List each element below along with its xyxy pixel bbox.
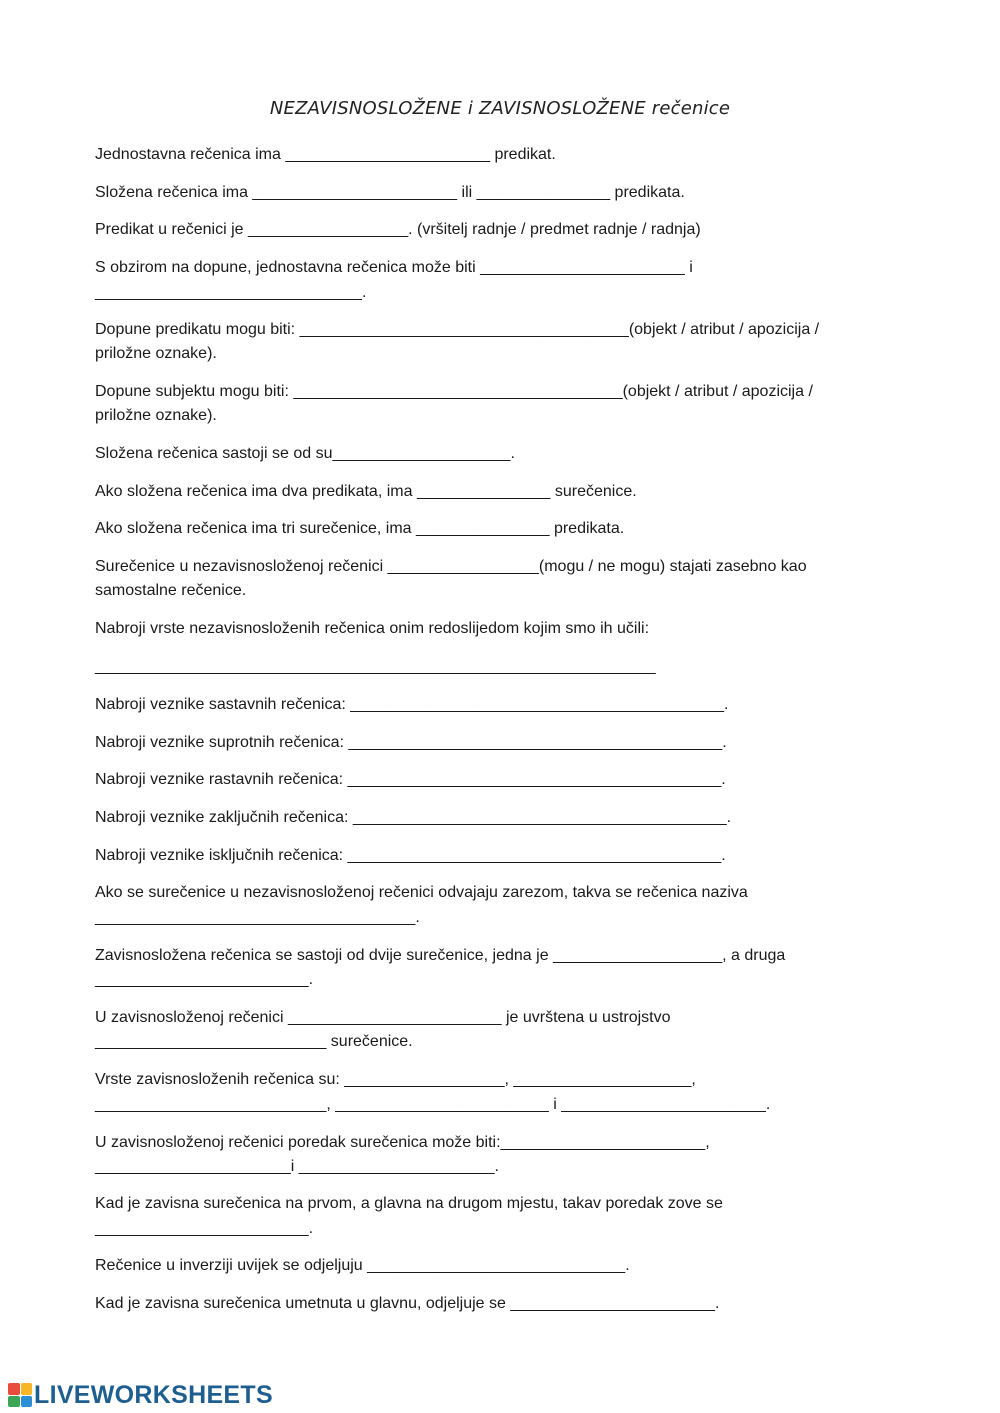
worksheet-line: Rečenice u inverziji uvijek se odjeljuju _____________________________. [95,1257,630,1274]
worksheet-line: Nabroji veznike suprotnih rečenica: __________________________________________. [95,734,727,751]
logo-square-green [8,1396,20,1408]
liveworksheets-footer[interactable] [8,1380,273,1410]
worksheet-line: Kad je zavisna surečenica umetnuta u glavnu, odjeljuje se _______________________. [95,1295,720,1312]
logo-square-yellow [21,1383,33,1395]
worksheet-line: Složena rečenica ima _______________________ ili _______________ predikata. [95,184,685,201]
worksheet-line: Surečenice u nezavisnosloženoj rečenici _________________(mogu / ne mogu) stajati zasebno kao [95,558,807,575]
logo-square-blue [21,1396,33,1408]
worksheet-line: U zavisnosloženoj rečenici ________________________ je uvrštena u ustrojstvo [95,1009,671,1026]
worksheet-line: Zavisnosložena rečenica se sastoji od dvije surečenice, jedna je ___________________, a druga [95,947,786,964]
worksheet-line: Jednostavna rečenica ima _______________________ predikat. [95,146,556,163]
worksheet-line: _______________________________________________________________ [95,658,656,675]
worksheet-line: Ako složena rečenica ima tri surečenice, ima _______________ predikata. [95,520,625,537]
worksheet-line: samostalne rečenice. [95,582,247,599]
worksheet-line: ______________________i ______________________. [95,1158,499,1175]
worksheet-line: S obzirom na dopune, jednostavna rečenica može biti _______________________ i [95,259,693,276]
worksheet-line: U zavisnosloženoj rečenici poredak surečenica može biti:_______________________, [95,1134,710,1151]
worksheet-line: Nabroji vrste nezavisnosloženih rečenica onim redoslijedom kojim smo ih učili: [95,620,650,637]
worksheet-line: Nabroji veznike rastavnih rečenica: __________________________________________. [95,771,726,788]
liveworksheets-logo-icon [8,1383,32,1407]
worksheet-line: priložne oznake). [95,407,217,424]
worksheet-line: Vrste zavisnosloženih rečenica su: __________________, ____________________, [95,1071,696,1088]
worksheet-line: ______________________________. [95,284,367,301]
worksheet-line: ________________________. [95,971,314,988]
worksheet-line: __________________________ surečenice. [95,1033,413,1050]
worksheet-line: __________________________, ________________________ i _______________________. [95,1096,771,1113]
liveworksheets-brand: LIVEWORKSHEETS [34,1380,273,1409]
logo-square-red [8,1383,20,1395]
worksheet-line: Dopune predikatu mogu biti: _____________________________________(objekt / atribut / apozicija / [95,321,820,338]
worksheet-title: NEZAVISNOSLOŽENE i ZAVISNOSLOŽENE rečenice [269,98,731,119]
worksheet-line: Predikat u rečenici je __________________. (vršitelj radnje / predmet radnje / radnja) [95,221,701,238]
worksheet-line: Složena rečenica sastoji se od su____________________. [95,445,515,462]
worksheet-line: Nabroji veznike sastavnih rečenica: __________________________________________. [95,696,729,713]
worksheet-line: priložne oznake). [95,345,217,362]
worksheet-line: Kad je zavisna surečenica na prvom, a glavna na drugom mjestu, takav poredak zove se [95,1195,723,1212]
worksheet-line: ____________________________________. [95,909,420,926]
worksheet-line: Nabroji veznike isključnih rečenica: __________________________________________. [95,847,726,864]
worksheet-line: Dopune subjektu mogu biti: _____________________________________(objekt / atribut / apozicija / [95,383,813,400]
worksheet-line: ________________________. [95,1220,314,1237]
worksheet-line: Nabroji veznike zaključnih rečenica: __________________________________________. [95,809,732,826]
worksheet-line: Ako se surečenice u nezavisnosloženoj rečenici odvajaju zarezom, takva se rečenica naziva [95,884,748,901]
worksheet-line: Ako složena rečenica ima dva predikata, ima _______________ surečenice. [95,483,637,500]
